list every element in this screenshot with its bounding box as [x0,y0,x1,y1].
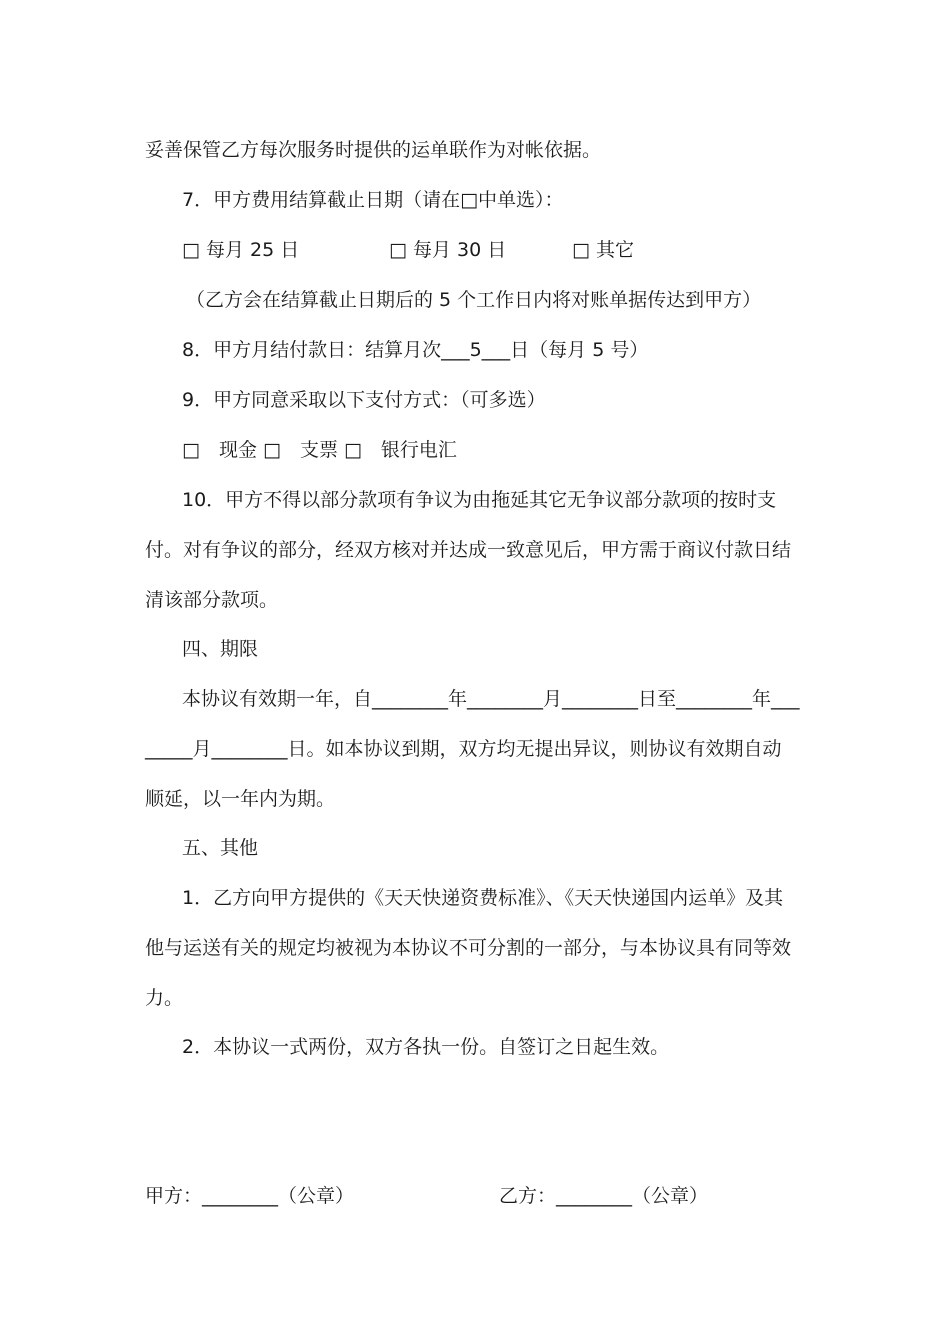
signature-party-b: 乙方：________（公章） [499,1185,709,1207]
term-text: 本协议有效期一年，自________年________月________日至________年___ [182,688,800,710]
option-monthly-30[interactable]: □ 每月 30 日 [389,239,507,261]
clause-8-text: 8．甲方月结付款日：结算月次___5___日（每月 5 号） [182,339,649,361]
text-line: 付。对有争议的部分，经双方核对并达成一致意见后，甲方需于商议付款日结 [145,539,792,561]
section-heading-other: 五、其他 [182,837,259,859]
text-line: 力。 [145,987,184,1009]
text-line: 顺延，以一年内为期。 [145,788,336,810]
section-heading-term: 四、期限 [182,638,259,660]
option-monthly-25[interactable]: □ 每月 25 日 [182,239,300,261]
text-line: （乙方会在结算截止日期后的 5 个工作日内将对账单据传达到甲方） [186,289,762,311]
text-line: 他与运送有关的规定均被视为本协议不可分割的一部分，与本协议具有同等效 [145,937,792,959]
option-other[interactable]: □ 其它 [572,239,634,261]
clause-9-text: 9．甲方同意采取以下支付方式：（可多选） [182,389,546,411]
signature-party-a: 甲方：________（公章） [145,1185,355,1207]
clause-10-text: 10．甲方不得以部分款项有争议为由拖延其它无争议部分款项的按时支 [182,489,777,511]
text-line: _____月________日。如本协议到期，双方均无提出异议，则协议有效期自动 [145,738,782,760]
other-clause-1: 1．乙方向甲方提供的《天天快递资费标准》、《天天快递国内运单》及其 [182,887,784,909]
text-line: 清该部分款项。 [145,589,279,611]
payment-method-options[interactable]: □ 现金 □ 支票 □ 银行电汇 [182,439,457,461]
other-clause-2: 2．本协议一式两份，双方各执一份。自签订之日起生效。 [182,1036,670,1058]
text-line: 妥善保管乙方每次服务时提供的运单联作为对帐依据。 [145,139,602,161]
clause-7-heading: 7．甲方费用结算截止日期（请在□中单选）： [182,189,564,211]
